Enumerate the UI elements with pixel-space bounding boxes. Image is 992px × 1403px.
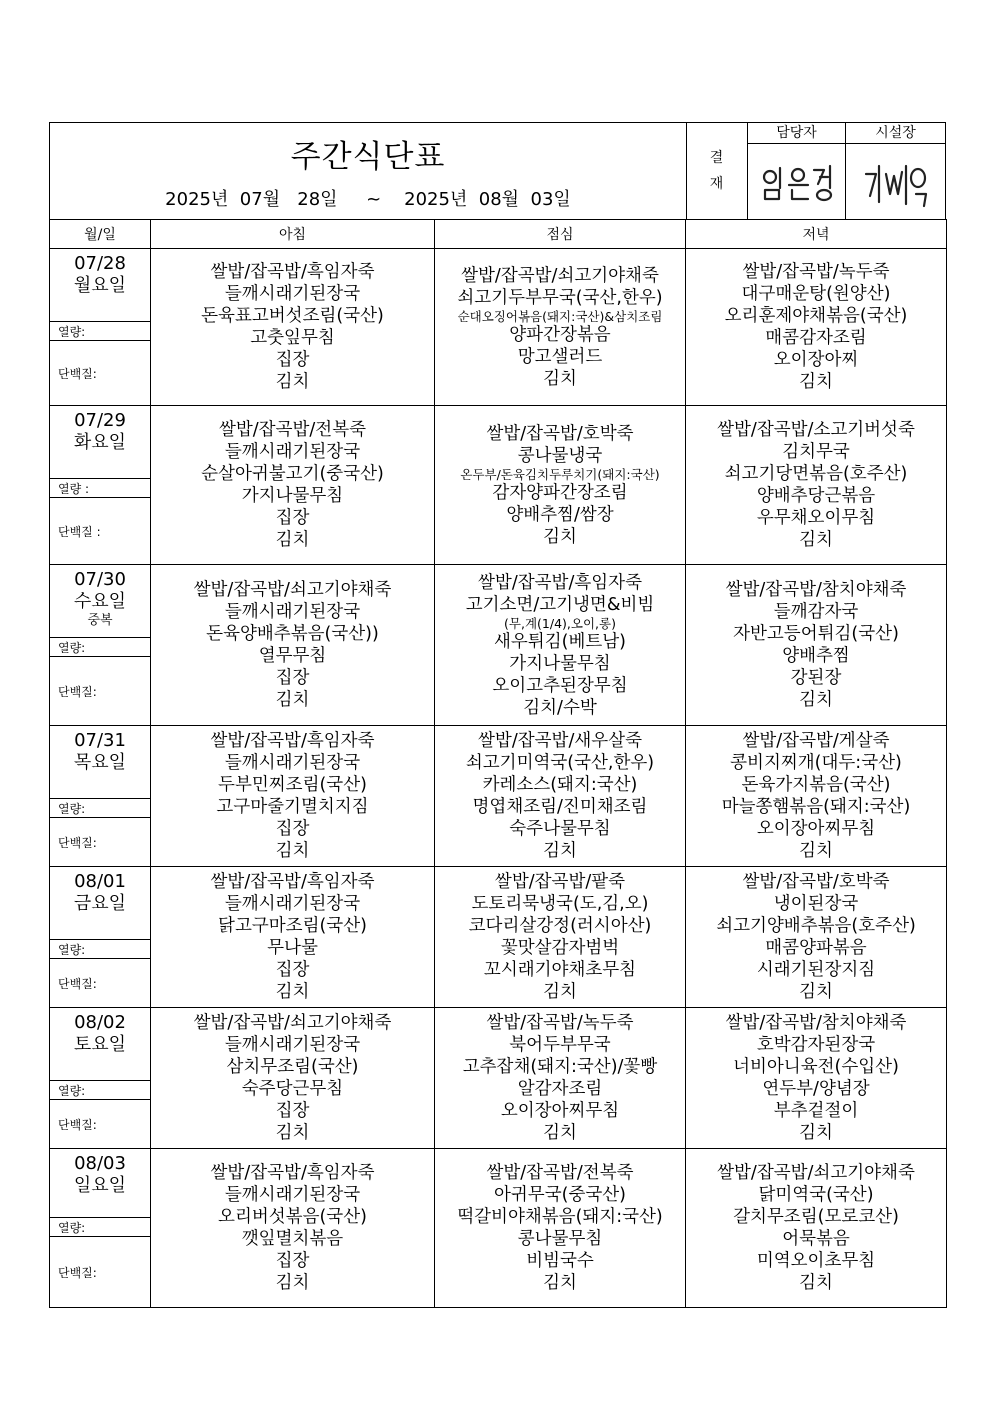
- menu-item: 우무채오이무침: [756, 508, 876, 528]
- lunch-cell: [435, 726, 686, 867]
- menu-item: 쌀밥/잡곡밥/흑임자죽: [210, 262, 375, 282]
- menu-item: 들깨시래기된장국: [224, 602, 361, 622]
- day-row: [50, 726, 947, 867]
- breakfast-cell: [151, 726, 435, 867]
- day-weekday: 토요일: [73, 1034, 127, 1055]
- day-date: 08/01: [74, 871, 126, 892]
- day-date: 07/31: [74, 730, 126, 751]
- menu-item: 미역오이초무침: [756, 1251, 876, 1271]
- menu-item: 쌀밥/잡곡밥/소고기버섯죽: [717, 420, 915, 440]
- menu-item: 코다리살강정(러시아산): [468, 916, 652, 936]
- menu-item: 갈치무조림(모로코산): [733, 1207, 899, 1227]
- calorie-label: 열량:: [50, 1080, 150, 1100]
- calorie-label: 열량:: [50, 1217, 150, 1237]
- col-lunch: 점심: [435, 220, 686, 249]
- signature-director-drawing: [846, 144, 945, 219]
- menu-item: 김치: [543, 1273, 577, 1293]
- menu-item: 순살아귀불고기(중국산): [201, 464, 384, 484]
- signer-role-director: 시설장: [846, 123, 945, 144]
- protein-label: 단백질:: [58, 366, 97, 381]
- menu-item: 닭미역국(국산): [758, 1185, 874, 1205]
- protein-label: 단백질:: [58, 835, 97, 850]
- menu-item: 콩비지찌개(대두:국산): [730, 753, 902, 773]
- menu-item: 김치: [275, 372, 310, 392]
- day-row: [50, 1008, 947, 1149]
- menu-item: 마늘쫑햄볶음(돼지:국산): [721, 797, 911, 817]
- menu-item: 들깨시래기된장국: [224, 894, 361, 914]
- menu-item: 김치무국: [782, 442, 850, 462]
- menu-sheet: [49, 122, 946, 1308]
- menu-item: 쌀밥/잡곡밥/참치야채죽: [725, 580, 907, 600]
- menu-item: 매콤감자조림: [765, 328, 867, 348]
- calorie-label: 열량 :: [50, 478, 150, 498]
- day-weekday: 화요일: [73, 432, 127, 453]
- lunch-cell: [435, 1149, 686, 1308]
- menu-item: 쌀밥/잡곡밥/흑임자죽: [478, 572, 642, 593]
- menu-item: 김치: [543, 841, 577, 861]
- menu-item: 새우튀김(베트남): [494, 631, 626, 652]
- menu-item: 김치: [275, 1123, 310, 1143]
- signature-manager-drawing: [748, 144, 845, 219]
- menu-item: 순대오징어볶음(돼지:국산)&삼치조림: [457, 308, 663, 324]
- menu-item: 쌀밥/잡곡밥/새우살죽: [478, 731, 642, 751]
- menu-item: 쌀밥/잡곡밥/녹두죽: [742, 262, 890, 282]
- day-weekday: 수요일: [73, 591, 127, 612]
- menu-item: 콩나물냉국: [517, 445, 603, 466]
- day-cell: [50, 1149, 151, 1308]
- menu-item: 숙주나물무침: [509, 819, 611, 839]
- menu-item: 쌀밥/잡곡밥/녹두죽: [486, 1013, 634, 1033]
- day-weekday: 월요일: [73, 275, 127, 296]
- menu-item: 망고샐러드: [517, 346, 603, 367]
- menu-item: 양배추당근볶음: [756, 486, 876, 506]
- menu-item: 쇠고기양배추볶음(호주산): [716, 916, 916, 936]
- breakfast-cell: [151, 1008, 435, 1149]
- day-date: 08/03: [74, 1153, 126, 1174]
- lunch-cell: [435, 867, 686, 1008]
- menu-item: 오이장아찌무침: [756, 819, 876, 839]
- menu-item: 쌀밥/잡곡밥/쇠고기야채죽: [193, 580, 392, 600]
- approval-label: [686, 123, 748, 219]
- day-row: [50, 249, 947, 406]
- menu-item: 쌀밥/잡곡밥/흑임자죽: [210, 1163, 375, 1183]
- menu-item: 감자양파간장조림: [492, 482, 628, 503]
- menu-item: 비빔국수: [526, 1251, 594, 1271]
- menu-item: 닭고구마조림(국산): [218, 916, 367, 936]
- menu-item: 오이장아찌: [773, 350, 859, 370]
- col-breakfast: 아침: [151, 220, 435, 249]
- menu-item: 떡갈비야채볶음(돼지:국산): [457, 1207, 663, 1227]
- menu-item: 김치: [799, 372, 833, 392]
- col-date: 월/일: [50, 220, 151, 249]
- menu-item: 집장: [275, 1251, 310, 1271]
- menu-item: 온두부/돈육김치두루치기(돼지:국산): [460, 466, 660, 482]
- menu-item: 쌀밥/잡곡밥/흑임자죽: [210, 872, 375, 892]
- menu-item: 쌀밥/잡곡밥/전복죽: [218, 420, 367, 440]
- menu-item: 집장: [275, 960, 310, 980]
- day-date: 08/02: [74, 1012, 126, 1033]
- menu-item: 쇠고기두부무국(국산,한우): [457, 287, 663, 308]
- day-cell: [50, 867, 151, 1008]
- day-cell: [50, 1008, 151, 1149]
- signature-director: [846, 144, 945, 219]
- day-row: [50, 867, 947, 1008]
- menu-item: 김치: [543, 526, 577, 547]
- menu-item: 무나물: [267, 938, 318, 958]
- breakfast-cell: [151, 1149, 435, 1308]
- menu-item: 고기소면/고기냉면&비빔: [465, 594, 655, 615]
- menu-item: 고추잡채(돼지:국산)/꽃빵: [462, 1057, 658, 1077]
- menu-item: 김치: [275, 690, 310, 710]
- menu-item: 김치: [275, 1273, 310, 1293]
- menu-item: 쌀밥/잡곡밥/호박죽: [742, 872, 890, 892]
- menu-item: 오리버섯볶음(국산): [218, 1207, 367, 1227]
- menu-item: 냉이된장국: [773, 894, 859, 914]
- menu-item: 대구매운탕(원양산): [741, 284, 891, 304]
- breakfast-cell: [151, 565, 435, 726]
- protein-label: 단백질:: [58, 1117, 97, 1132]
- menu-item: 김치/수박: [523, 697, 597, 718]
- day-cell: [50, 565, 151, 726]
- menu-item: 쌀밥/잡곡밥/호박죽: [486, 423, 634, 444]
- date-range: 2025년 07월 28일 ~ 2025년 08월 03일: [165, 189, 571, 210]
- title-box: [50, 123, 687, 219]
- menu-item: 쌀밥/잡곡밥/전복죽: [486, 1163, 634, 1183]
- menu-item: 쌀밥/잡곡밥/쇠고기야채죽: [717, 1163, 915, 1183]
- menu-item: 김치: [799, 841, 833, 861]
- menu-item: 숙주당근무침: [241, 1079, 344, 1099]
- lunch-cell: [435, 406, 686, 565]
- menu-item: 쌀밥/잡곡밥/팥죽: [494, 872, 626, 892]
- menu-item: 두부민찌조림(국산): [218, 775, 367, 795]
- day-row: [50, 565, 947, 726]
- menu-item: 들깨시래기된장국: [224, 1035, 361, 1055]
- menu-item: 집장: [275, 1101, 310, 1121]
- page-title: 주간식단표: [290, 139, 446, 175]
- menu-item: 쌀밥/잡곡밥/참치야채죽: [725, 1013, 907, 1033]
- menu-item: 삼치무조림(국산): [226, 1057, 359, 1077]
- day-date: 07/29: [74, 410, 126, 431]
- menu-item: 김치: [275, 982, 310, 1002]
- day-row: [50, 406, 947, 565]
- column-header-row: [50, 220, 947, 249]
- menu-item: 김치: [799, 982, 833, 1002]
- menu-item: 아귀무국(중국산): [494, 1185, 626, 1205]
- menu-item: 김치: [799, 1273, 833, 1293]
- menu-item: 쇠고기당면볶음(호주산): [724, 464, 908, 484]
- signer-role-manager: 담당자: [748, 123, 846, 144]
- menu-item: 가지나물무침: [241, 486, 344, 506]
- dinner-cell: [686, 867, 947, 1008]
- approval-label-1: 결: [709, 150, 724, 166]
- dinner-cell: [686, 1149, 947, 1308]
- menu-item: 김치: [275, 530, 310, 550]
- menu-item: 너비아니육전(수입산): [733, 1057, 899, 1077]
- day-cell: [50, 726, 151, 867]
- menu-item: 오이장아찌무침: [500, 1101, 620, 1121]
- protein-label: 단백질:: [58, 684, 97, 699]
- lunch-cell: [435, 1008, 686, 1149]
- menu-item: 들깨시래기된장국: [224, 284, 361, 304]
- breakfast-cell: [151, 249, 435, 406]
- menu-item: 꽃맛살감자범벅: [500, 938, 620, 958]
- day-weekday: 목요일: [73, 752, 127, 773]
- calorie-label: 열량:: [50, 798, 150, 818]
- menu-item: 명엽채조림/진미채조림: [472, 797, 648, 817]
- menu-item: 들깨시래기된장국: [224, 442, 361, 462]
- dinner-cell: [686, 726, 947, 867]
- menu-item: 양파간장볶음: [509, 324, 611, 345]
- lunch-cell: [435, 565, 686, 726]
- menu-item: 꼬시래기야채초무침: [483, 960, 637, 980]
- menu-item: 들깨감자국: [773, 602, 859, 622]
- menu-item: 자반고등어튀김(국산): [733, 624, 899, 644]
- menu-body: [50, 249, 947, 1308]
- menu-item: 쌀밥/잡곡밥/흑임자죽: [210, 731, 375, 751]
- dinner-cell: [686, 1008, 947, 1149]
- day-date: 07/28: [74, 253, 126, 274]
- menu-item: 양배추찜: [782, 646, 850, 666]
- menu-item: 오이고추된장무침: [492, 675, 628, 696]
- calorie-label: 열량:: [50, 637, 150, 657]
- day-row: [50, 1149, 947, 1308]
- menu-item: 김치: [799, 690, 833, 710]
- menu-item: 김치: [543, 368, 577, 389]
- menu-item: 매콤양파볶음: [765, 938, 867, 958]
- menu-item: 호박감자된장국: [756, 1035, 876, 1055]
- menu-item: 김치: [275, 841, 310, 861]
- menu-item: 알감자조림: [517, 1079, 603, 1099]
- menu-item: 시래기된장지짐: [756, 960, 876, 980]
- menu-item: 집장: [275, 508, 310, 528]
- protein-label: 단백질:: [58, 976, 97, 991]
- day-cell: [50, 249, 151, 406]
- menu-item: 들깨시래기된장국: [224, 1185, 361, 1205]
- menu-item: 북어두부무국: [509, 1035, 611, 1055]
- menu-item: 집장: [275, 819, 310, 839]
- menu-item: 집장: [275, 350, 310, 370]
- menu-item: 김치: [543, 1123, 577, 1143]
- menu-item: 열무무침: [258, 646, 327, 666]
- menu-item: 콩나물무침: [517, 1229, 603, 1249]
- sheet-header: [49, 122, 946, 220]
- menu-item: 어묵볶음: [782, 1229, 850, 1249]
- day-weekday: 금요일: [73, 893, 127, 914]
- menu-item: 도토리묵냉국(도,김,오): [471, 894, 649, 914]
- col-dinner: 저녁: [686, 220, 947, 249]
- menu-item: 돈육가지볶음(국산): [741, 775, 891, 795]
- dinner-cell: [686, 249, 947, 406]
- menu-item: 깻잎멸치볶음: [241, 1229, 344, 1249]
- menu-item: 들깨시래기된장국: [224, 753, 361, 773]
- menu-item: 돈육표고버섯조림(국산): [201, 306, 384, 326]
- menu-item: 양배추찜/쌈장: [506, 504, 614, 525]
- day-cell: [50, 406, 151, 565]
- menu-item: 고춧잎무침: [250, 328, 335, 348]
- breakfast-cell: [151, 867, 435, 1008]
- day-date: 07/30: [74, 569, 126, 590]
- dinner-cell: [686, 406, 947, 565]
- menu-item: 쌀밥/잡곡밥/쇠고기야채죽: [461, 265, 659, 286]
- menu-item: 쇠고기미역국(국산,한우): [465, 753, 655, 773]
- protein-label: 단백질 :: [58, 524, 101, 539]
- menu-item: 쌀밥/잡곡밥/게살죽: [742, 731, 890, 751]
- breakfast-cell: [151, 406, 435, 565]
- menu-item: 집장: [275, 668, 310, 688]
- menu-item: 연두부/양념장: [762, 1079, 870, 1099]
- menu-item: 고구마줄기멸치지짐: [216, 797, 369, 817]
- menu-item: 강된장: [790, 668, 842, 688]
- approval-label-2: 재: [709, 176, 724, 192]
- dinner-cell: [686, 565, 947, 726]
- day-weekday: 일요일: [73, 1175, 127, 1196]
- day-note: 중복: [87, 613, 113, 628]
- menu-item: 가지나물무침: [509, 653, 611, 674]
- lunch-cell: [435, 249, 686, 406]
- menu-item: 쌀밥/잡곡밥/쇠고기야채죽: [193, 1013, 392, 1033]
- menu-item: 부추겉절이: [773, 1101, 859, 1121]
- calorie-label: 열량:: [50, 939, 150, 959]
- menu-item: 김치: [543, 982, 577, 1002]
- menu-item: 카레소스(돼지:국산): [482, 775, 638, 795]
- signature-manager: [748, 144, 846, 219]
- menu-item: 돈육양배추볶음(국산)): [206, 624, 379, 644]
- protein-label: 단백질:: [58, 1265, 97, 1280]
- menu-item: 김치: [799, 1123, 833, 1143]
- menu-table: [49, 219, 947, 1308]
- menu-item: (무,계(1/4),오이,롱): [504, 615, 616, 631]
- menu-item: 김치: [799, 530, 833, 550]
- calorie-label: 열량:: [50, 321, 150, 341]
- menu-item: 오리훈제야채볶음(국산): [724, 306, 908, 326]
